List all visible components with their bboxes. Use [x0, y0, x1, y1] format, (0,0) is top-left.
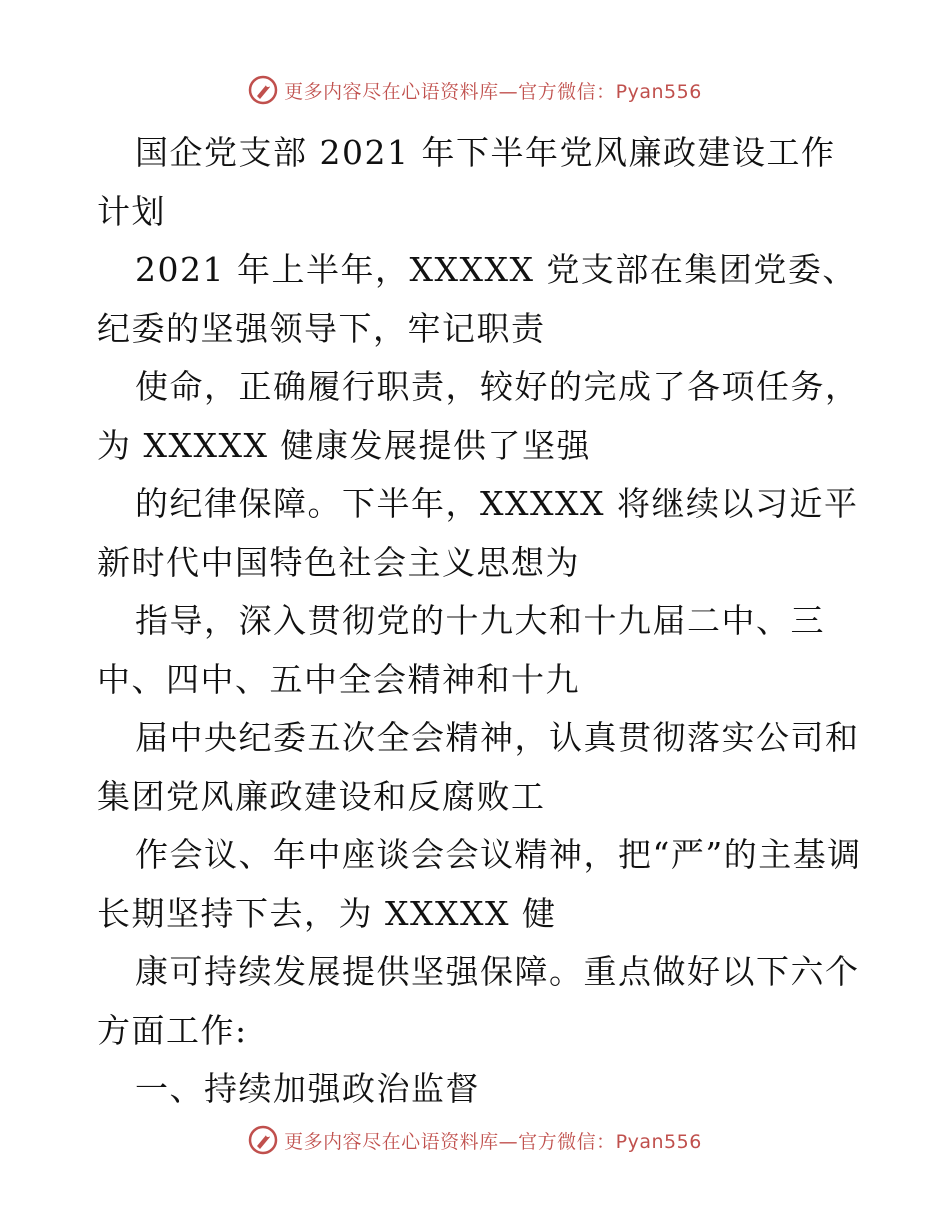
document-title: 国企党支部 2021 年下半年党风廉政建设工作计划: [97, 133, 836, 231]
paragraph-line: 使命，正确履行职责，较好的完成了各项任务，为 XXXXX 健康发展提供了坚强: [97, 367, 860, 465]
paragraph-line: 2021 年上半年，XXXXX 党支部在集团党委、纪委的坚强领导下，牢记职责: [97, 250, 857, 348]
header-banner-text: 更多内容尽在心语资料库—官方微信：Pyan556: [284, 80, 702, 103]
paragraph-line: 指导，深入贯彻党的十九大和十九届二中、三中、四中、五中全会精神和十九: [97, 601, 825, 699]
paragraph-line: 届中央纪委五次全会精神，认真贯彻落实公司和集团党风廉政建设和反腐败工: [97, 718, 860, 816]
pen-nib-seal-logo-icon: [248, 1125, 278, 1155]
section-heading: 一、持续加强政治监督: [135, 1069, 480, 1108]
header-watermark-banner: [0, 70, 950, 110]
pen-nib-seal-logo-icon: [248, 75, 278, 105]
document-body: [97, 124, 867, 1119]
paragraph-line: 康可持续发展提供坚强保障。重点做好以下六个方面工作:: [97, 952, 860, 1050]
paragraph-line: 的纪律保障。下半年，XXXXX 将继续以习近平新时代中国特色社会主义思想为: [97, 484, 859, 582]
footer-watermark-banner: [0, 1120, 950, 1160]
footer-banner-text: 更多内容尽在心语资料库—官方微信：Pyan556: [284, 1130, 702, 1153]
paragraph-line: 作会议、年中座谈会会议精神，把“严”的主基调长期坚持下去，为 XXXXX 健: [97, 835, 862, 933]
